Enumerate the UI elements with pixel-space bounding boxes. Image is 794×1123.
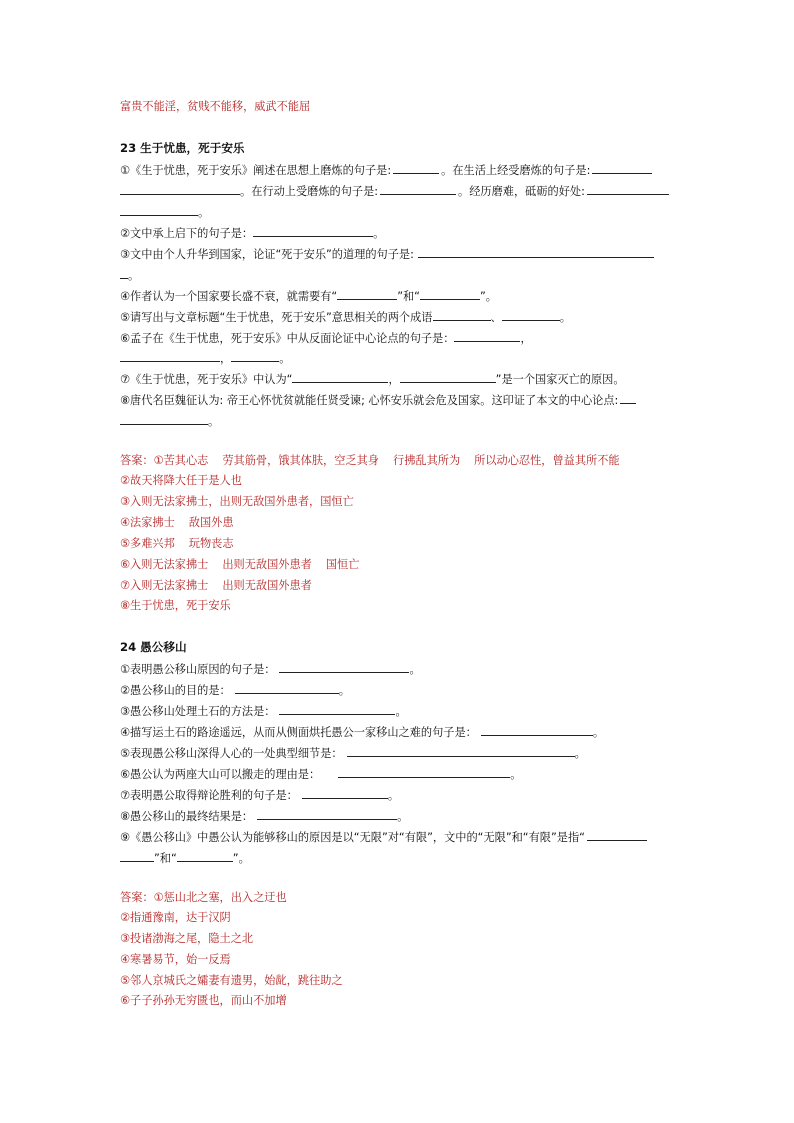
s23-question-8-line-2	[120, 413, 219, 429]
s24-q2-prompt: ②愚公移山的目的是：	[120, 684, 231, 697]
answer-blank[interactable]	[587, 829, 647, 841]
answer-blank[interactable]	[120, 350, 220, 362]
s23-q8-prompt: ⑧唐代名臣魏征认为: 帝王心怀忧贫就能任贤受谏; 心怀安乐就会危及国家。这印证了本文的中心论点:	[120, 394, 619, 407]
s23-q1-prompt-c: 。在行动上受磨炼的句子是:	[240, 185, 379, 198]
s23-q2-prompt: ②文中承上启下的句子是：	[120, 227, 254, 240]
s24-question-5	[120, 745, 586, 761]
s24-answer-6-text: ⑥子子孙孙无穷匮也，而山不加增	[120, 994, 287, 1007]
answer-blank[interactable]	[400, 371, 496, 383]
section-23-title-text: 23 生于忧患，死于安乐	[120, 141, 245, 155]
s23-q7-end: ”是一个国家灭亡的原因。	[495, 373, 625, 386]
s23-question-1-line-1	[120, 162, 652, 178]
s24-answer-5-text: ⑤邻人京城氏之孀妻有遗男，始龀，跳往助之	[120, 974, 343, 987]
answer-blank[interactable]	[120, 850, 154, 862]
s23-answer-6-part-2: 出则无敌国外患者	[222, 558, 312, 571]
s23-question-4	[120, 288, 497, 304]
s24-q7-prompt: ⑦表明愚公取得辩论胜利的句子是：	[120, 789, 298, 802]
s24-q1-prompt: ①表明愚公移山原因的句子是：	[120, 663, 276, 676]
s24-q9-end: ”。	[232, 852, 250, 865]
s23-answer-7-part-2: 出则无敌国外患者	[222, 579, 312, 592]
answer-blank[interactable]	[620, 392, 636, 404]
s23-q4-prompt-a: ④作者认为一个国家要长盛不衰，就需要有“	[120, 290, 338, 303]
s24-question-8	[120, 808, 408, 824]
s24-question-4	[120, 724, 604, 740]
s23-answer-6-part-3: 国恒亡	[325, 558, 360, 571]
s23-q1-prompt-a: ①《生于忧患，死于安乐》阐述在思想上磨炼的句子是:	[120, 164, 392, 177]
s23-answer-3	[120, 495, 354, 509]
answer-blank[interactable]	[120, 183, 240, 195]
s24-q2-end: 。	[338, 684, 350, 697]
s24-q7-end: 。	[387, 789, 400, 802]
s23-q8-end: 。	[208, 415, 220, 428]
s23-question-1-line-2	[120, 183, 669, 199]
s23-q3-end: 。	[128, 269, 140, 282]
section-23-title	[120, 141, 245, 155]
s23-answer-4-part-2: 敌国外患	[188, 516, 234, 529]
answer-blank[interactable]	[481, 724, 593, 736]
s24-question-3	[120, 703, 407, 719]
s23-q6-sep-2: ，	[220, 352, 232, 365]
answer-blank[interactable]	[253, 225, 373, 237]
s24-question-1	[120, 661, 421, 677]
s24-answer-5	[120, 974, 343, 988]
s23-question-3-line-2	[120, 267, 139, 283]
s23-q7-prompt-a: ⑦《生于忧患，死于安乐》中认为“	[120, 373, 293, 386]
s23-answer-5	[120, 537, 234, 551]
s23-q5-prompt: ⑤请写出与文章标题“生于忧患，死于安乐”意思相关的两个成语	[120, 311, 433, 324]
s23-answer-7-part-1: ⑦入则无法家拂士	[120, 579, 209, 592]
answer-blank[interactable]	[235, 682, 339, 694]
s24-q5-prompt: ⑤表现愚公移山深得人心的一处典型细节是：	[120, 747, 343, 760]
s23-q6-end: 。	[279, 352, 291, 365]
s24-answer-1	[120, 891, 287, 905]
answer-blank[interactable]	[302, 787, 388, 799]
answer-blank[interactable]	[292, 371, 388, 383]
answer-blank[interactable]	[592, 162, 652, 174]
s24-question-9-line-1	[120, 829, 647, 845]
s23-answer-1-part-4: 所以动心忍性，曾益其所不能	[474, 454, 620, 467]
s23-q1-prompt-d: 。经历磨难，砥砺的好处:	[458, 185, 585, 198]
s23-question-5	[120, 309, 571, 325]
answer-blank[interactable]	[454, 330, 520, 342]
s24-q3-end: 。	[395, 705, 407, 718]
s24-answer-2-text: ②指通豫南，达于汉阴	[120, 911, 231, 924]
answer-blank[interactable]	[337, 288, 397, 300]
s23-answer-1	[120, 454, 620, 468]
s23-answer-5-part-1: ⑤多难兴邦	[120, 537, 175, 550]
answer-blank[interactable]	[279, 661, 409, 673]
s24-q8-end: 。	[397, 810, 409, 823]
s23-answer-4	[120, 516, 234, 530]
s24-answer-3-text: ③投诸渤海之尾，隐土之北	[120, 932, 254, 945]
s24-q6-prompt: ⑥愚公认为两座大山可以搬走的理由是：	[120, 768, 321, 781]
s23-q3-prompt: ③文中由个人升华到国家，论证“死于安乐”的道理的句子是:	[120, 248, 414, 261]
s24-answer-3	[120, 932, 253, 946]
s23-q4-end: ”。	[479, 290, 497, 303]
answer-blank[interactable]	[418, 246, 654, 258]
section-24-title-text: 24 愚公移山	[120, 640, 187, 654]
s23-q2-end: 。	[373, 227, 385, 240]
s23-answer-1-part-2: 劳其筋骨，饿其体肤，空乏其身	[222, 454, 379, 467]
s24-q5-end: 。	[574, 747, 586, 760]
s23-question-6-line-2	[120, 350, 290, 366]
answer-blank[interactable]	[420, 288, 480, 300]
answer-blank[interactable]	[257, 808, 397, 820]
answer-blank[interactable]	[433, 309, 491, 321]
s23-q6-prompt: ⑥孟子在《生于忧患，死于安乐》中从反面论证中心论点的句子是：	[120, 332, 455, 345]
s24-question-6	[120, 766, 521, 782]
s23-answer-3-text: ③入则无法家拂士，出则无敌国外患者，国恒亡	[120, 495, 354, 508]
answer-blank[interactable]	[177, 850, 233, 862]
s23-question-2	[120, 225, 384, 241]
s24-q9-sep: ”和“	[154, 852, 177, 865]
s23-q1-end: 。	[198, 206, 210, 219]
answer-blank[interactable]	[279, 703, 395, 715]
answer-blank[interactable]	[120, 413, 208, 425]
s24-answer-4-text: ④寒暑易节，始一反焉	[120, 953, 231, 966]
answer-label: 答案：	[120, 454, 154, 467]
s24-q4-end: 。	[592, 726, 605, 739]
s24-q4-prompt: ④描写运土石的路途遥远，从而从侧面烘托愚公一家移山之难的句子是：	[120, 726, 477, 739]
s23-answer-2-text: ②故天将降大任于是人也	[120, 474, 242, 487]
intro-quote-text: 富贵不能淫，贫贱不能移，威武不能屈	[120, 100, 311, 113]
s23-answer-6	[120, 558, 359, 572]
answer-blank[interactable]	[502, 309, 560, 321]
s24-question-9-line-2	[120, 850, 250, 866]
s24-q8-prompt: ⑧愚公移山的最终结果是：	[120, 810, 254, 823]
intro-quote-line	[120, 100, 310, 114]
s24-answer-1-text: ①惩山北之塞，出入之迂也	[153, 891, 287, 904]
s23-q1-prompt-b: 。在生活上经受磨炼的句子是:	[441, 164, 591, 177]
s24-q3-prompt: ③愚公移山处理土石的方法是：	[120, 705, 276, 718]
answer-blank[interactable]	[380, 183, 456, 195]
answer-blank[interactable]	[120, 204, 198, 216]
s23-answer-8-text: ⑧生于忧患，死于安乐	[120, 599, 231, 612]
s23-q5-end: 。	[559, 311, 571, 324]
answer-blank[interactable]	[347, 745, 575, 757]
s24-question-2	[120, 682, 350, 698]
s23-q6-sep-1: ，	[520, 332, 532, 345]
s23-q7-sep: ，	[388, 373, 400, 386]
answer-blank[interactable]	[587, 183, 669, 195]
s23-question-1-line-3	[120, 204, 209, 220]
s23-answer-4-part-1: ④法家拂士	[120, 516, 175, 529]
s23-answer-1-part-3: 行拂乱其所为	[393, 454, 461, 467]
s23-answer-2	[120, 474, 242, 488]
s23-answer-8	[120, 599, 231, 613]
s23-answer-7	[120, 579, 312, 593]
answer-label: 答案：	[120, 891, 154, 904]
s24-answer-6	[120, 994, 287, 1008]
s23-question-7	[120, 371, 625, 387]
s24-answer-2	[120, 911, 231, 925]
s23-q4-prompt-b: ”和“	[397, 290, 420, 303]
answer-blank[interactable]	[393, 162, 439, 174]
s23-question-6-line-1	[120, 330, 532, 346]
s24-q9-prompt: ⑨《愚公移山》中愚公认为能够移山的原因是以“无限”对“有限”，文中的“无限”和“有限”是指“	[120, 831, 585, 844]
s23-q5-sep: 、	[490, 311, 502, 324]
s23-question-8-line-1	[120, 392, 636, 408]
answer-blank[interactable]	[231, 350, 279, 362]
s23-answer-1-part-1: ①苦其心志	[153, 454, 209, 467]
s23-question-3-line-1	[120, 246, 654, 262]
s24-q1-end: 。	[409, 663, 421, 676]
s23-answer-6-part-1: ⑥入则无法家拂士	[120, 558, 209, 571]
s24-q6-end: 。	[510, 768, 522, 781]
s23-answer-5-part-2: 玩物丧志	[188, 537, 234, 550]
answer-blank[interactable]	[120, 267, 128, 279]
section-24-title	[120, 640, 187, 654]
s24-answer-4	[120, 953, 231, 967]
answer-blank[interactable]	[338, 766, 510, 778]
s24-question-7	[120, 787, 399, 803]
